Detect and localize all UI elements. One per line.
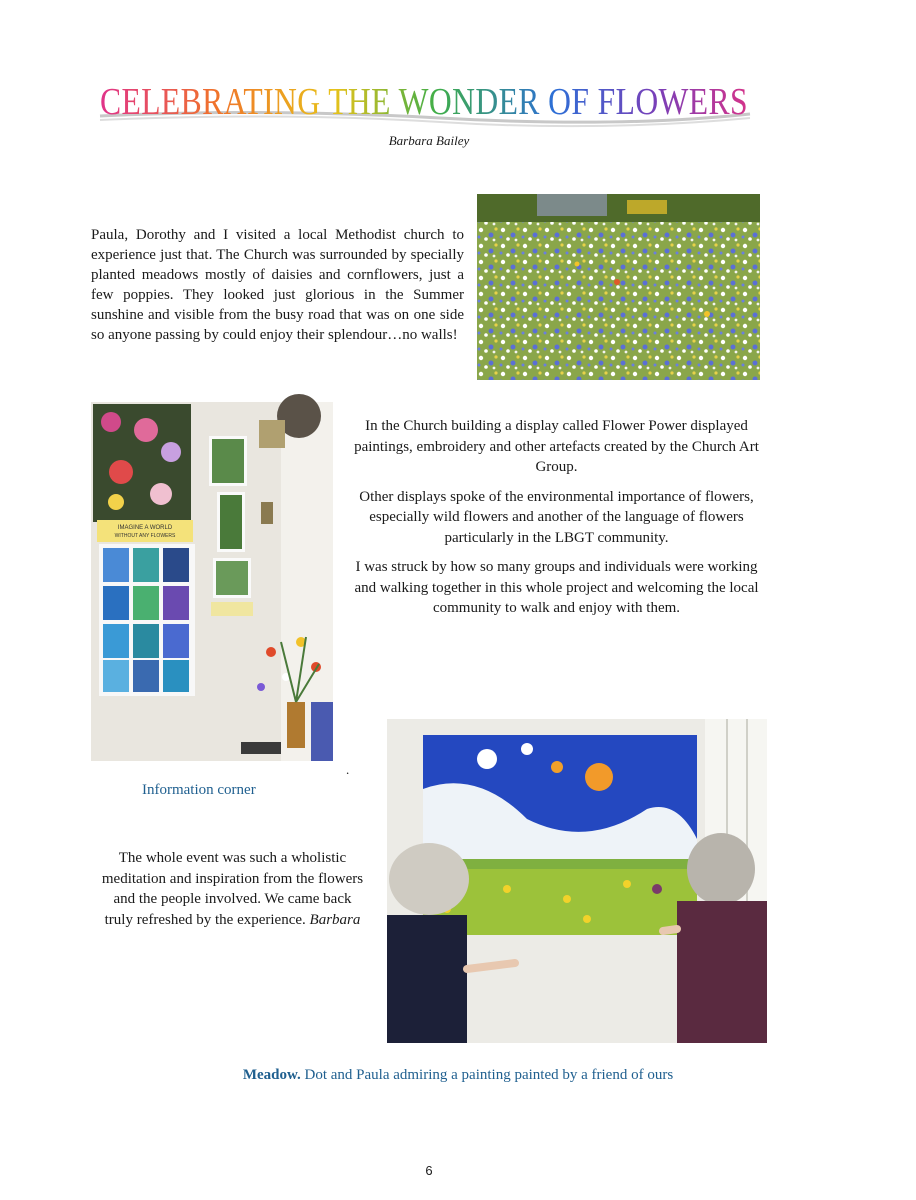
meadow-photo	[477, 194, 760, 380]
title-artwork	[60, 78, 788, 128]
intro-paragraph: Paula, Dorothy and I visited a local Methodist church to experience just that. The Church was surrounded by specially planted meadows mostly of daisies and cornflowers, just a few poppies. They looked just glorious in the Summer sunshine and visible from the busy road that was on one side so anyone passing by could enjoy their splendour…no walls!	[91, 227, 464, 343]
poster-line-2: WITHOUT ANY FLOWERS	[114, 533, 176, 539]
article-title	[60, 78, 788, 128]
poster-line-1: IMAGINE A WORLD	[117, 525, 173, 531]
information-corner-caption: Information corner	[142, 782, 256, 798]
page-number: 6	[425, 1163, 433, 1178]
meadow-painting-photo	[387, 719, 767, 1043]
painting-caption-title: Meadow.	[242, 1067, 301, 1083]
information-corner-photo	[91, 402, 333, 761]
display-paragraph: In the Church building a display called Flower Power displayed paintings, embroidery and other artefacts created by the Church Art Group.	[354, 418, 759, 475]
title-text: CELEBRATING THE WONDER OF FLOWERS	[100, 81, 748, 123]
closing-paragraph	[100, 848, 365, 930]
flower-power-section	[348, 416, 765, 628]
painting-caption	[0, 1067, 916, 1084]
closing-signature: Barbara	[309, 911, 361, 928]
display-paragraph: I was struck by how so many groups and individuals were working and walking together in this whole project and welcoming the local community to walk and enjoy with them.	[354, 559, 759, 616]
author-byline: Barbara Bailey	[388, 133, 470, 148]
stray-mark: .	[346, 762, 350, 777]
closing-text: The whole event was such a wholistic meditation and inspiration from the flowers and the people involved. We came back truly refreshed by the experience.	[101, 850, 364, 928]
painting-caption-text: Dot and Paula admiring a painting painted by a friend of ours	[304, 1067, 674, 1083]
display-paragraph: Other displays spoke of the environmental importance of flowers, especially wild flowers and another of the language of flowers particularly in the LBGT community.	[359, 488, 754, 546]
